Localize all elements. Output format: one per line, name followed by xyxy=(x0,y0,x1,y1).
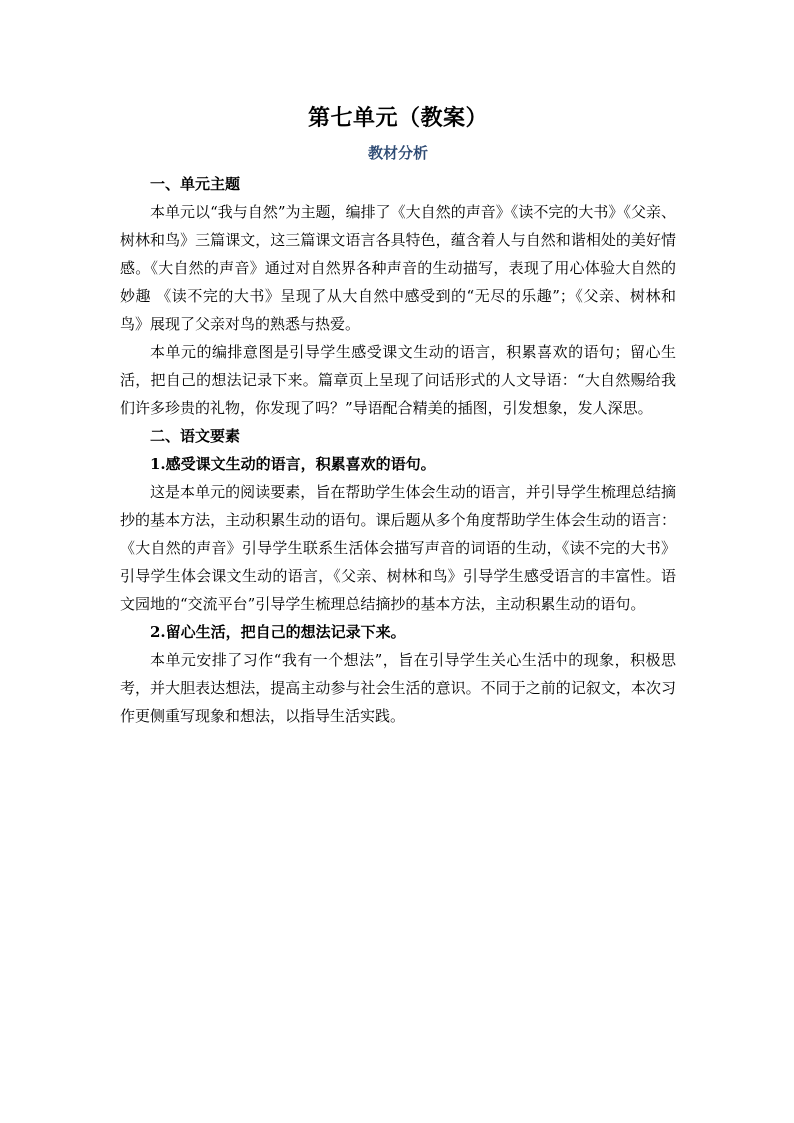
paragraph: 本单元的编排意图是引导学生感受课文生动的语言，积累喜欢的语句；留心生活，把自己的想法记录下来。篇章页上呈现了问话形式的人文导语：“大自然赐给我们许多珍贵的礼物，你发现了吗？”导语配合精美的插图，引发想象，发人深思。 xyxy=(120,343,676,417)
document-title: 第七单元（教案） xyxy=(307,105,488,131)
paragraph: 这是本单元的阅读要素，旨在帮助学生体会生动的语言，并引导学生梳理总结摘抄的基本方法，主动积累生动的语句。课后题从多个角度帮助学生体会生动的语言：《大自然的声音》引导学生联系生活体会描写声音的词语的生动，《读不完的大书》引导学生体会课文生动的语言，《父亲、树林和鸟》引导学生感受语言的丰富性。语文园地的“交流平台”引导学生梳理总结摘抄的基本方法，主动积累生动的语句。 xyxy=(120,483,676,613)
section-unit-theme xyxy=(120,170,676,422)
document-content xyxy=(120,102,676,730)
paragraph: 本单元以“我与自然”为主题，编排了《大自然的声音》《读不完的大书》《父亲、树林和鸟》三篇课文，这三篇课文语言各具特色，蕴含着人与自然和谐相处的美好情感。《大自然的声音》通过对自然界各种声音的生动描写，表现了用心体验大自然的妙趣 《读不完的大书》呈现了从大自然中感受到的“无尽的乐趣”；《父亲、树林和鸟》展现了父亲对鸟的熟悉与热爱。 xyxy=(120,203,676,333)
section-heading: 一、单元主题 xyxy=(150,175,241,193)
section-heading: 二、语文要素 xyxy=(150,427,241,445)
subsection-heading: 2.留心生活，把自己的想法记录下来。 xyxy=(150,623,406,641)
document-subtitle: 教材分析 xyxy=(367,144,428,162)
subsection-heading: 1.感受课文生动的语言，积累喜欢的语句。 xyxy=(150,455,436,473)
paragraph: 本单元安排了习作“我有一个想法”，旨在引导学生关心生活中的现象，积极思考，并大胆表达想法，提高主动参与社会生活的意识。不同于之前的记叙文，本次习作更侧重写现象和想法，以指导生活实践。 xyxy=(120,651,676,725)
section-language-elements xyxy=(120,422,676,730)
